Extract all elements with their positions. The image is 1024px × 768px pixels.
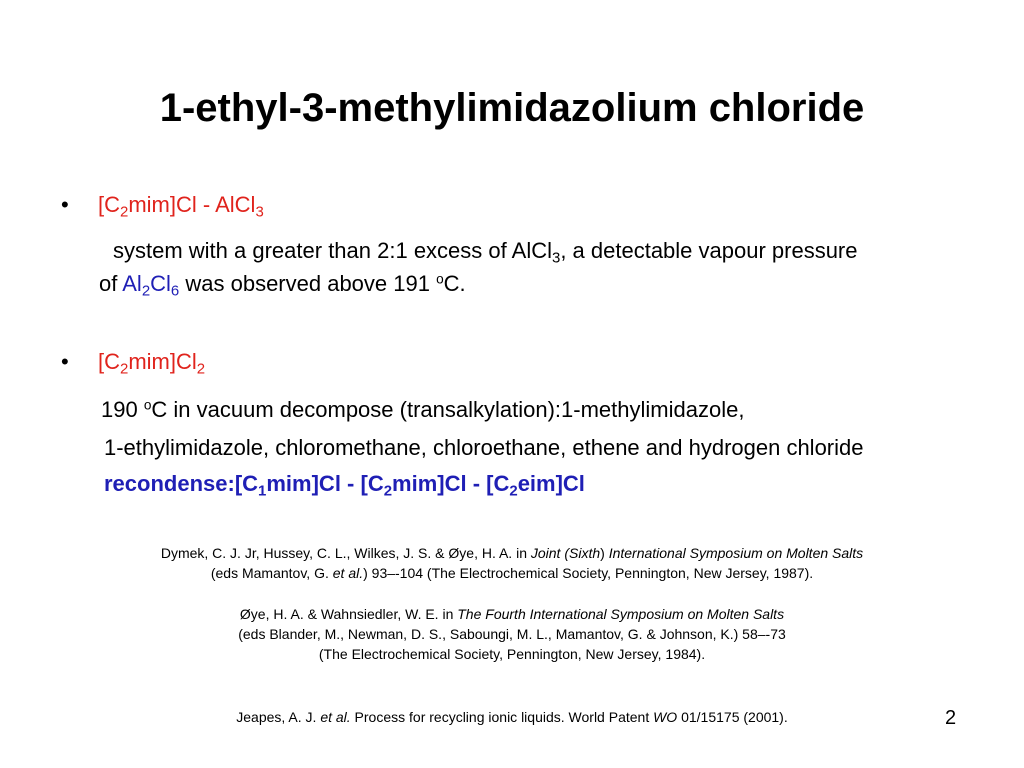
text-part: was observed above 191 [179, 271, 437, 296]
ref-italic: et al. [332, 565, 364, 581]
text-part: , a detectable vapour pressure [560, 238, 858, 263]
bullet1-heading-part: mim]Cl - AlCl [128, 192, 256, 217]
formula-sub: 2 [141, 282, 151, 300]
degree-sup: o [436, 271, 444, 287]
text-part: mim]Cl - [C [392, 471, 510, 496]
text-sub: 1 [258, 482, 267, 500]
text-sub: 2 [509, 482, 518, 500]
bullet1-heading-sub: 2 [120, 203, 129, 221]
text-part: eim]Cl [517, 471, 585, 496]
bullet2-recondense-line [104, 469, 585, 499]
ref-part: ) 93–-104 (The Electrochemical Society, Pennington, New Jersey, 1987). [363, 565, 814, 581]
reference-2-line3: (The Electrochemical Society, Pennington, New Jersey, 1984). [318, 646, 706, 662]
text-part: recondense:[C [104, 471, 259, 496]
formula-part: Al [122, 271, 142, 296]
reference-3 [0, 707, 1024, 727]
text-sub: 3 [551, 249, 561, 267]
ref-part: ) [600, 545, 609, 561]
formula-sub: 6 [170, 282, 180, 300]
bullet1-heading-part: [C [98, 192, 120, 217]
bullet2-heading-part: [C [98, 349, 120, 374]
ref-italic: The Fourth International Symposium on Molten Salts [457, 606, 785, 622]
reference-2-line2: (eds Blander, M., Newman, D. S., Saboungi, M. L., Mamantov, G. & Johnson, K.) 58–-73 [238, 626, 786, 642]
ref-italic: Joint (Sixth [530, 545, 601, 561]
ref-italic: et al. [320, 709, 351, 725]
page-number: 2 [945, 707, 957, 729]
bullet2-text-line1 [101, 395, 744, 425]
formula-part: Cl [150, 271, 171, 296]
ref-part: (eds Mamantov, G. [210, 565, 333, 581]
ref-part: Dymek, C. J. Jr, Hussey, C. L., Wilkes, J. S. & Øye, H. A. in [160, 545, 531, 561]
bullet1-text-line2 [99, 269, 466, 299]
ref-part: Process for recycling ionic liquids. World Patent [350, 709, 654, 725]
reference-1 [0, 543, 1024, 583]
bullet2-heading-sub: 2 [120, 360, 129, 378]
text-part: 190 [101, 397, 144, 422]
text-part: C. [443, 271, 466, 296]
bullet-marker-2: • [61, 349, 69, 374]
ref-italic: WO [653, 709, 678, 725]
reference-1-line1 [0, 543, 1024, 563]
bullet2-heading [98, 347, 205, 377]
reference-1-line2 [0, 563, 1024, 583]
reference-2-line1 [0, 604, 1024, 624]
bullet2-heading-part: mim]Cl [128, 349, 197, 374]
reference-3-line1 [0, 707, 1024, 727]
text-part: system with a greater than 2:1 excess of AlCl [113, 238, 552, 263]
al2cl6-formula [122, 271, 180, 300]
text-part: C in vacuum decompose (transalkylation):1-methylimidazole, [151, 397, 745, 422]
bullet2-text-line2: 1-ethylimidazole, chloromethane, chloroethane, ethene and hydrogen chloride [104, 435, 864, 460]
bullet1-heading [98, 190, 264, 220]
bullet1-heading-sub: 3 [255, 203, 264, 221]
reference-2 [0, 604, 1024, 664]
text-part: mim]Cl - [C [266, 471, 384, 496]
ref-italic: International Symposium on Molten Salts [608, 545, 864, 561]
degree-sup: o [143, 397, 152, 413]
ref-part: 01/15175 (2001). [677, 709, 788, 725]
text-sub: 2 [383, 482, 393, 500]
ref-part: Jeapes, A. J. [236, 709, 321, 725]
bullet-marker-1: • [61, 192, 69, 217]
ref-part: Øye, H. A. & Wahnsiedler, W. E. in [239, 606, 458, 622]
text-part: of [99, 271, 123, 296]
bullet1-text-line1 [113, 236, 858, 266]
bullet2-heading-sub: 2 [196, 360, 206, 378]
slide-title: 1-ethyl-3-methylimidazolium chloride [159, 86, 865, 130]
